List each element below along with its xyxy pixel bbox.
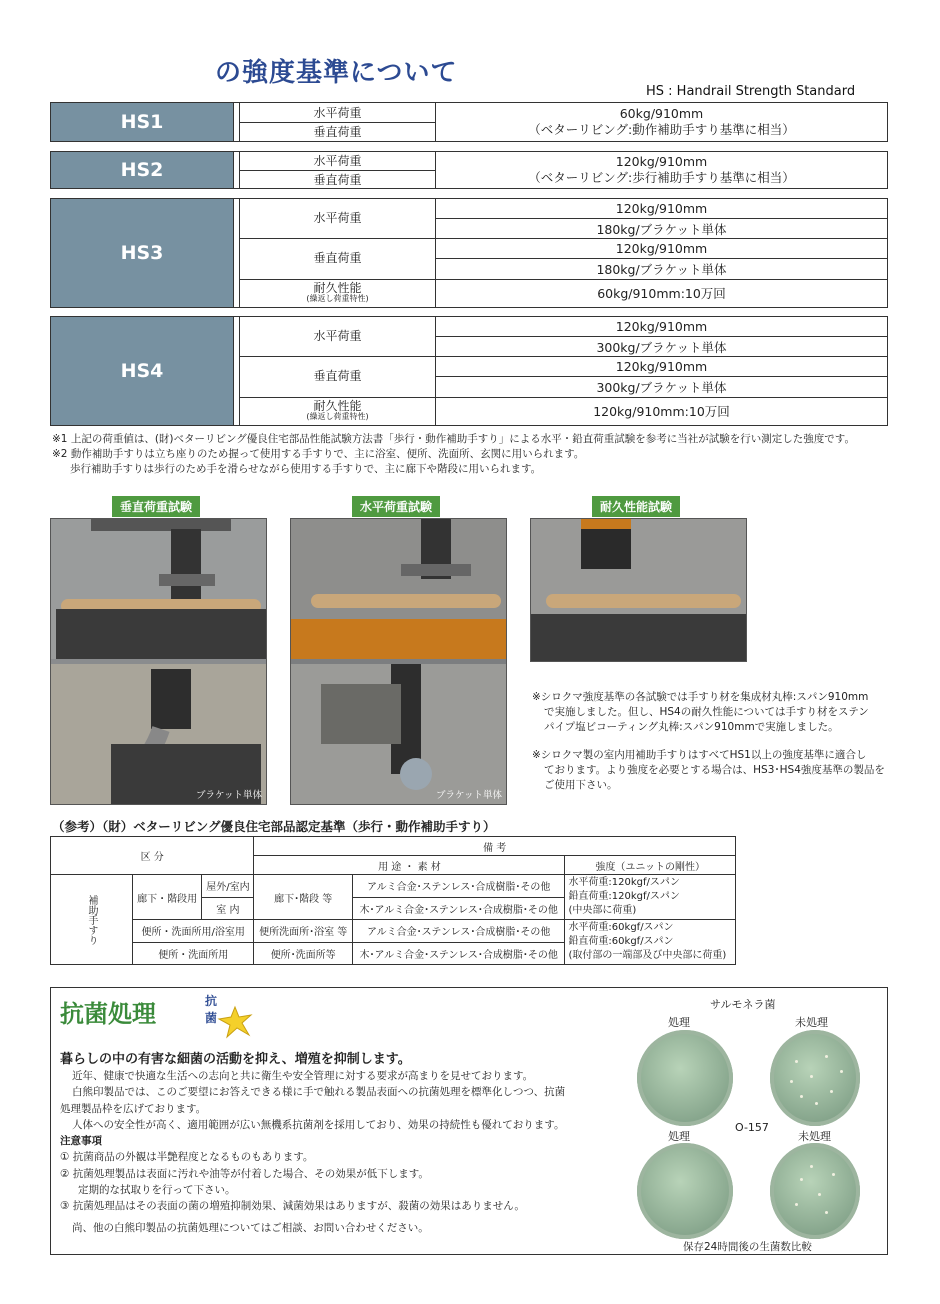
ab-p2: 白熊印製品では、このご要望にお答えできる様に手で触れる製品表面への抗菌処理を標準化しつつ、抗菌 <box>72 1086 566 1099</box>
ab-c3: ③ 抗菌処理品はその表面の菌の増殖抑制効果、減菌効果はありますが、殺菌の効果はありません。 <box>60 1200 525 1213</box>
caption-1b: で実施しました。但し、HS4の耐久性能については手すり材をステン <box>544 706 869 719</box>
ab-caution: 注意事項 <box>60 1135 102 1148</box>
dish-o157-untreated <box>770 1143 860 1239</box>
hs3-d1: 60kg/910mm:10万回 <box>597 286 726 302</box>
hs3-horizontal: 水平荷重 <box>240 199 436 238</box>
caption-1 <box>532 690 869 736</box>
durability-test-photo <box>530 518 747 662</box>
caption-1a: ※シロクマ強度基準の各試験では手すり材を集成材丸棒:スパン910mm <box>532 691 869 703</box>
r2-s2: 鉛直荷重:60kgf/スパン <box>568 936 674 947</box>
hs4-durability-sub: (繰返し荷重特性) <box>306 412 369 422</box>
hs3-v2: 180kg/ブラケット単体 <box>596 261 727 277</box>
antibacterial-body <box>60 1068 620 1237</box>
ab-p5: 尚、他の白熊印製品の抗菌処理についてはご相談、お問い合わせください。 <box>72 1222 429 1235</box>
antibacterial-lead: 暮らしの中の有害な細菌の活動を抑え、増殖を抑制します。 <box>60 1052 411 1067</box>
r1-mat2: 木･アルミ合金･ステンレス･合成樹脂･その他 <box>352 897 565 920</box>
r2-s1: 水平荷重:60kgf/スパン <box>568 922 674 933</box>
dish-o157-treated <box>637 1143 733 1239</box>
compare-caption: 保存24時間後の生菌数比較 <box>683 1241 812 1253</box>
caption-1c: パイプ塩ビコーティング丸棒:スパン910mmで実施しました。 <box>544 721 839 734</box>
hs3-block <box>50 198 888 308</box>
hs1-row1: 水平荷重 <box>240 103 435 123</box>
ab-p3: 処理製品枠を広げております。 <box>60 1102 207 1115</box>
caption-2 <box>532 748 885 794</box>
bracket-label-2: ブラケット単体 <box>436 790 503 801</box>
side-label: 補助手すり <box>51 875 133 965</box>
caption-2b: ております。より強度を必要とする場合は、HS3･HS4強度基準の製品を <box>544 764 885 777</box>
horizontal-test-photo <box>290 518 507 805</box>
hs1-label: HS1 <box>51 103 234 141</box>
hs3-label: HS3 <box>51 199 234 307</box>
ab-c2b: 定期的な拭取りを行って下さい。 <box>78 1183 236 1196</box>
salmonella-label: サルモネラ菌 <box>710 998 776 1011</box>
page-title: の強度基準について <box>215 58 458 88</box>
reference-title: （参考）（財）ベターリビング優良住宅部品認定基準（歩行・動作補助手すり） <box>52 819 496 834</box>
r2-use: 便所洗面所･浴室 等 <box>254 920 352 943</box>
tag-vertical-test: 垂直荷重試験 <box>112 496 200 517</box>
r1-s3: (中央部に荷重) <box>568 905 637 916</box>
vertical-test-photo <box>50 518 267 805</box>
hs2-row2: 垂直荷重 <box>313 172 362 187</box>
hs3-h2: 180kg/ブラケット単体 <box>596 221 727 237</box>
tag-durability-test: 耐久性能試験 <box>592 496 680 517</box>
hs2-val2: （ベターリビング:歩行補助手すり基準に相当） <box>528 170 795 185</box>
r1-s1: 水平荷重:120kgf/スパン <box>568 877 680 888</box>
hs2-val1: 120kg/910mm <box>615 154 708 170</box>
r1-place: 廊下・階段用 <box>133 875 202 920</box>
hs1-val2: （ベターリビング:動作補助手すり基準に相当） <box>528 122 795 137</box>
r1-sub1: 屋外/室内 <box>202 875 254 898</box>
note-2: ※2 動作補助手すりは立ち座りのため握って使用する手すりで、主に浴室、便所、洗面所、玄関に用いられます。 <box>52 448 585 460</box>
untreated-label-2: 未処理 <box>798 1130 831 1143</box>
hs4-label: HS4 <box>51 317 234 425</box>
o157-label: O-157 <box>735 1121 769 1134</box>
hs4-vertical: 垂直荷重 <box>240 357 436 396</box>
hs2-row1: 水平荷重 <box>240 152 435 171</box>
r3-mat: 木･アルミ合金･ステンレス･合成樹脂･その他 <box>352 942 565 965</box>
note-3: 歩行補助手すりは歩行のため手を滑らせながら使用する手すりで、主に廊下や階段に用いられます。 <box>70 463 542 475</box>
dish-salmonella-treated <box>637 1030 733 1126</box>
dish-salmonella-untreated <box>770 1030 860 1126</box>
hs4-horizontal: 水平荷重 <box>240 317 436 356</box>
hs4-h2: 300kg/ブラケット単体 <box>596 339 727 355</box>
hs3-durability: 耐久性能 <box>313 281 362 296</box>
treated-label-1: 処理 <box>668 1016 690 1029</box>
untreated-label-1: 未処理 <box>795 1016 828 1029</box>
col-kyodo: 強度（ユニットの剛性） <box>565 856 736 875</box>
r1-s2: 鉛直荷重:120kgf/スパン <box>568 891 680 902</box>
badge-char-2: 菌 <box>205 1010 218 1025</box>
r1-sub2: 室 内 <box>202 897 254 920</box>
r2-s3: (取付部の一端部及び中央部に荷重) <box>568 950 727 961</box>
hs1-val1: 60kg/910mm <box>619 106 704 122</box>
ab-c2: ② 抗菌処理製品は表面に汚れや油等が付着した場合、その効果が低下します。 <box>60 1167 429 1180</box>
hs2-label: HS2 <box>51 152 234 188</box>
antibacterial-title: 抗菌処理 <box>60 1000 156 1028</box>
treated-label-2: 処理 <box>668 1130 690 1143</box>
hs3-durability-sub: (繰返し荷重特性) <box>306 294 369 304</box>
hs3-v1: 120kg/910mm <box>436 239 887 259</box>
bracket-label-1: ブラケット単体 <box>196 790 263 801</box>
hs4-block <box>50 316 888 426</box>
hs1-block <box>50 102 888 142</box>
col-biko: 備 考 <box>254 837 736 856</box>
hs4-v2: 300kg/ブラケット単体 <box>596 379 727 395</box>
caption-2a: ※シロクマ製の室内用補助手すりはすべてHS1以上の強度基準に適合し <box>532 749 867 761</box>
ab-p4: 人体への安全性が高く、適用範囲が広い無機系抗菌剤を採用しており、効果の持続性も優れております。 <box>72 1118 565 1131</box>
tag-horizontal-test: 水平荷重試験 <box>352 496 440 517</box>
hs3-h1: 120kg/910mm <box>436 199 887 219</box>
col-yoto: 用 途 ・ 素 材 <box>254 856 565 875</box>
col-kubun: 区 分 <box>51 837 254 875</box>
hs2-block <box>50 151 888 189</box>
hs1-row2: 垂直荷重 <box>313 125 362 140</box>
r1-use: 廊下･階段 等 <box>254 875 352 920</box>
r3-use: 便所･洗面所等 <box>254 942 352 965</box>
r2-mat: アルミ合金･ステンレス･合成樹脂･その他 <box>352 920 565 943</box>
r1-mat1: アルミ合金･ステンレス･合成樹脂･その他 <box>352 875 565 898</box>
r3-place: 便所・洗面所用 <box>133 942 254 965</box>
badge-char-1: 抗 <box>205 994 218 1008</box>
ab-p1: 近年、健康で快適な生活への志向と共に衛生や安全管理に対する要求が高まりを見せております。 <box>72 1070 534 1082</box>
r2-place: 便所・洗面所用/浴室用 <box>133 920 254 943</box>
hs4-d1: 120kg/910mm:10万回 <box>593 404 730 420</box>
hs4-durability: 耐久性能 <box>313 399 362 414</box>
page-subtitle: HS : Handrail Strength Standard <box>646 84 856 99</box>
hs3-vertical: 垂直荷重 <box>240 239 436 278</box>
hs4-h1: 120kg/910mm <box>436 317 887 337</box>
reference-table <box>50 836 736 965</box>
ab-c1: ① 抗菌商品の外観は半艶程度となるものもあります。 <box>60 1151 314 1164</box>
caption-2c: ご使用下さい。 <box>544 779 618 792</box>
note-1: ※1 上記の荷重値は、(財)ベターリビング優良住宅部品性能試験方法書「歩行・動作補助手すり」による水平・鉛直荷重試験を参考に当社が試験を行い測定した強度です。 <box>52 433 855 445</box>
hs4-v1: 120kg/910mm <box>436 357 887 377</box>
sparkle-icon <box>215 1005 255 1039</box>
